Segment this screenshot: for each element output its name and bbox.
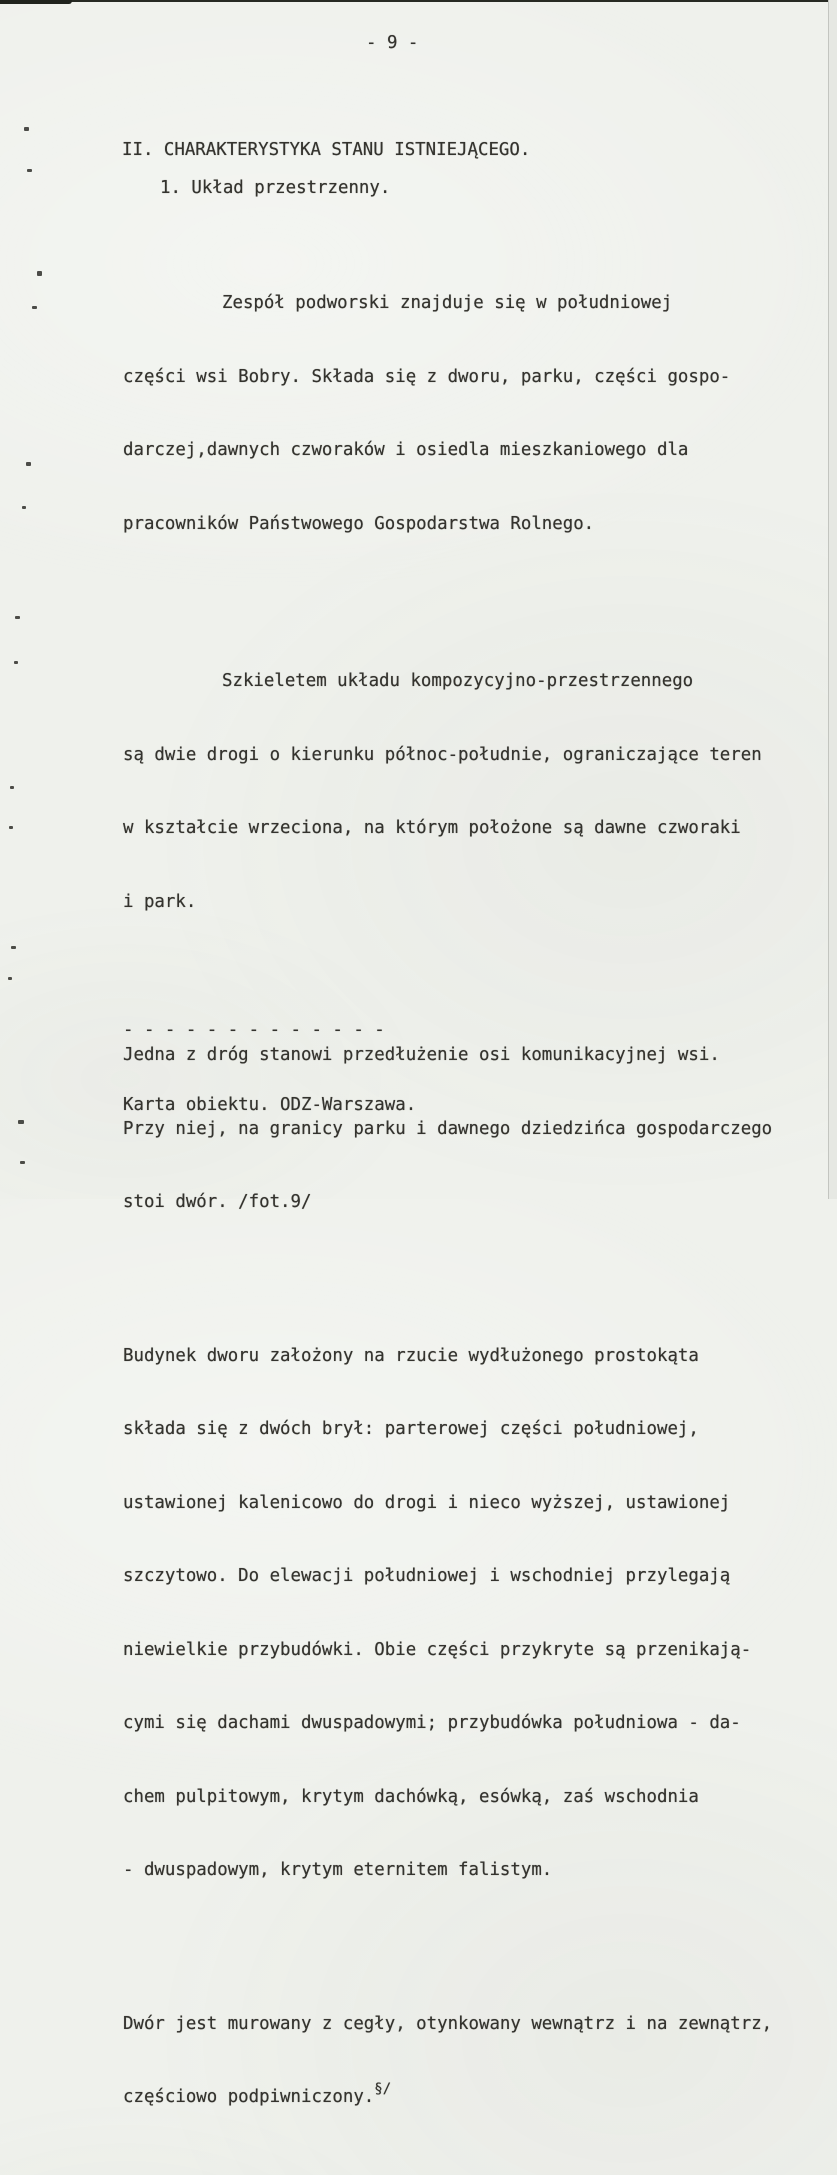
scan-speck — [14, 661, 18, 664]
scan-speck — [18, 1120, 24, 1124]
scan-speck — [9, 826, 13, 829]
body-text-line: cymi się dachami dwuspadowymi; przybudówka południowa - da- — [123, 1713, 741, 1733]
body-text-line: niewielkie przybudówki. Obie części przykryte są przenikają- — [123, 1639, 752, 1660]
body-text-line: w kształcie wrzeciona, na którym położone są dawne czworaki — [123, 818, 741, 838]
paragraph — [123, 625, 823, 959]
section-heading: II. CHARAKTERYSTYKA STANU ISTNIEJĄCEGO. — [122, 140, 531, 160]
body-text-line: części wsi Bobry. Składa się z dworu, parku, części gospo- — [123, 366, 731, 387]
scan-speck — [22, 506, 26, 509]
scan-speck — [27, 169, 32, 172]
page-edge-line — [828, 0, 829, 1199]
footnote-reference-marker: §/ — [374, 2081, 392, 2098]
body-text-line: Przy niej, na granicy parku i dawnego dziedzińca gospodarczego — [123, 1118, 773, 1139]
body-text-line — [123, 2081, 823, 2115]
body-text-line: stoi dwór. /fot.9/ — [123, 1192, 312, 1212]
paragraph — [123, 1300, 823, 1928]
section-subheading: 1. Układ przestrzenny. — [160, 178, 391, 198]
scan-speck — [8, 977, 12, 980]
body-text-line: szczytowo. Do elewacji południowej i wschodniej przylegają — [123, 1566, 731, 1586]
scan-speck — [15, 616, 20, 619]
body-text-line: - dwuspadowym, krytym eternitem falistym. — [123, 1860, 553, 1880]
footnote — [123, 973, 416, 1143]
body-text-line: Szkieletem układu kompozycyjno-przestrzennego — [222, 671, 694, 691]
body-text-line: składa się z dwóch brył: parterowej części południowej, — [123, 1419, 699, 1439]
document-body — [123, 207, 823, 2175]
page-number: - 9 - — [366, 33, 419, 53]
scan-speck — [11, 946, 16, 949]
scan-speck — [37, 271, 42, 276]
scan-speck — [20, 1161, 25, 1164]
body-text-line: chem pulpitowym, krytym dachówką, esówką, zaś wschodnia — [123, 1786, 699, 1807]
body-text-line: Jedna z dróg stanowi przedłużenie osi komunikacyjnej wsi. — [123, 1045, 720, 1065]
scan-speck — [32, 306, 37, 309]
scan-speck — [24, 127, 29, 131]
body-text-line: pracowników Państwowego Gospodarstwa Rolnego. — [123, 513, 595, 534]
scan-speck — [26, 462, 31, 466]
scan-speck — [10, 786, 14, 789]
body-text-line: ustawionej kalenicowo do drogi i nieco wyższej, ustawionej — [123, 1492, 731, 1513]
body-text-line: i park. — [123, 891, 197, 912]
footnote-text: Karta obiektu. ODZ-Warszawa. — [123, 1095, 417, 1115]
scan-top-edge — [0, 0, 837, 2]
body-text-line-text: częściowo podpiwniczony. — [123, 2087, 375, 2107]
body-text-line: Zespół podworski znajduje się w południowej — [222, 293, 673, 313]
body-text-line: darczej,dawnych czworaków i osiedla mieszkaniowego dla — [123, 440, 689, 460]
page-right-margin-strip — [829, 0, 837, 1199]
scan-top-edge-shadow — [0, 0, 72, 4]
paragraph — [123, 1968, 823, 2155]
body-text-line: są dwie drogi o kierunku północ-południe, ograniczające teren — [123, 744, 762, 765]
body-text-line: Budynek dworu założony na rzucie wydłużonego prostokąta — [123, 1345, 699, 1366]
footnote-separator: - - - - - - - - - - - - - — [123, 1020, 385, 1040]
paragraph — [123, 247, 823, 581]
body-text-line: Dwór jest murowany z cegły, otynkowany wewnątrz i na zewnątrz, — [123, 2013, 773, 2034]
